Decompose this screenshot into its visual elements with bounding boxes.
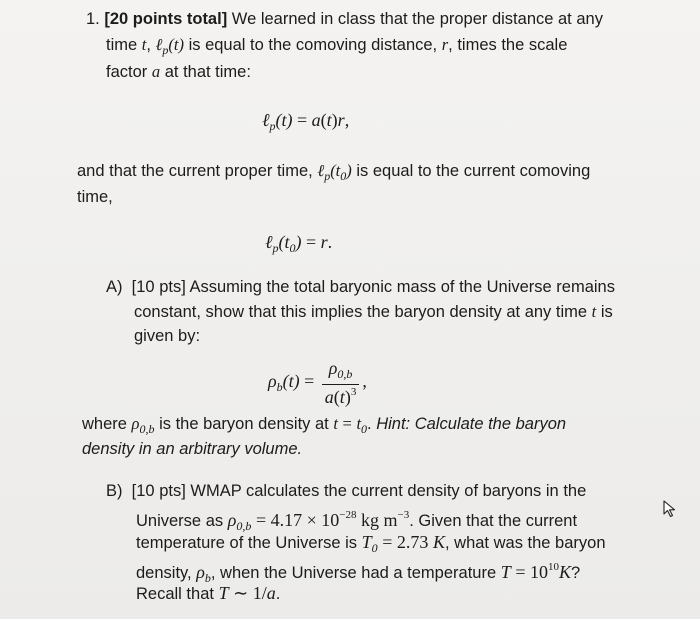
problem-points: [20 points total]: [104, 10, 228, 28]
problem-line-2: time t, ℓ$_p$(t) is equal to the comoving distance, r, times the scale: [106, 35, 568, 57]
part-a-label: A): [106, 278, 123, 296]
part-b-line-3: temperature of the Universe is $T_0 = 2.73$ K, what was the baryon: [136, 532, 606, 555]
part-b-line-2: Universe as $\rho_{0,b} = 4.17 \times 10^{-28}$ kg $m^{-3}$. Given that the current: [136, 509, 578, 533]
equation-baryon-density: $\rho_b(t)$ = $\frac{\rho_{0,b}}{a(t)^3}$ ,: [268, 358, 367, 407]
part-b-line-1: B) [10 pts] WMAP calculates the current density of baryons in the: [106, 482, 587, 500]
mouse-pointer-icon: [662, 500, 678, 518]
problem-line-1: [86, 9, 603, 29]
equation-current-proper: $\ell_p(t_0) = r$.: [265, 232, 333, 255]
mid-line-2: time,: [77, 188, 113, 206]
mid-line-1: and that the current proper time, $\ell_p(t_0)$ is equal to the current comoving: [77, 161, 591, 183]
part-a-line-3: given by:: [134, 327, 201, 345]
equation-proper-distance: ℓ$_p$(t) = a(t)r,: [262, 110, 350, 133]
part-a-hint-line-2: density in an arbitrary volume.: [82, 440, 303, 458]
part-a-hint: Hint: Calculate the baryon: [376, 415, 567, 433]
problem-line-3: factor a at that time:: [106, 62, 251, 81]
problem-intro-text: We learned in class that the proper distance at any: [231, 10, 603, 28]
part-a-where-line: where $\rho_{0,b}$ is the baryon density at $t = t_0$. Hint: Calculate the baryon: [82, 414, 567, 436]
problem-number: 1.: [86, 10, 100, 28]
part-a-line-1: A) [10 pts] Assuming the total baryonic mass of the Universe remains: [106, 278, 615, 296]
part-b-line-4: density, $\rho_b$, when the Universe had a temperature $T = 10^{10}K$?: [136, 561, 581, 585]
part-a-line-2: constant, show that this implies the baryon density at any time t is: [134, 302, 613, 321]
part-b-label: B): [106, 482, 123, 500]
part-b-line-5: Recall that T ∼ 1/a.: [136, 583, 281, 603]
